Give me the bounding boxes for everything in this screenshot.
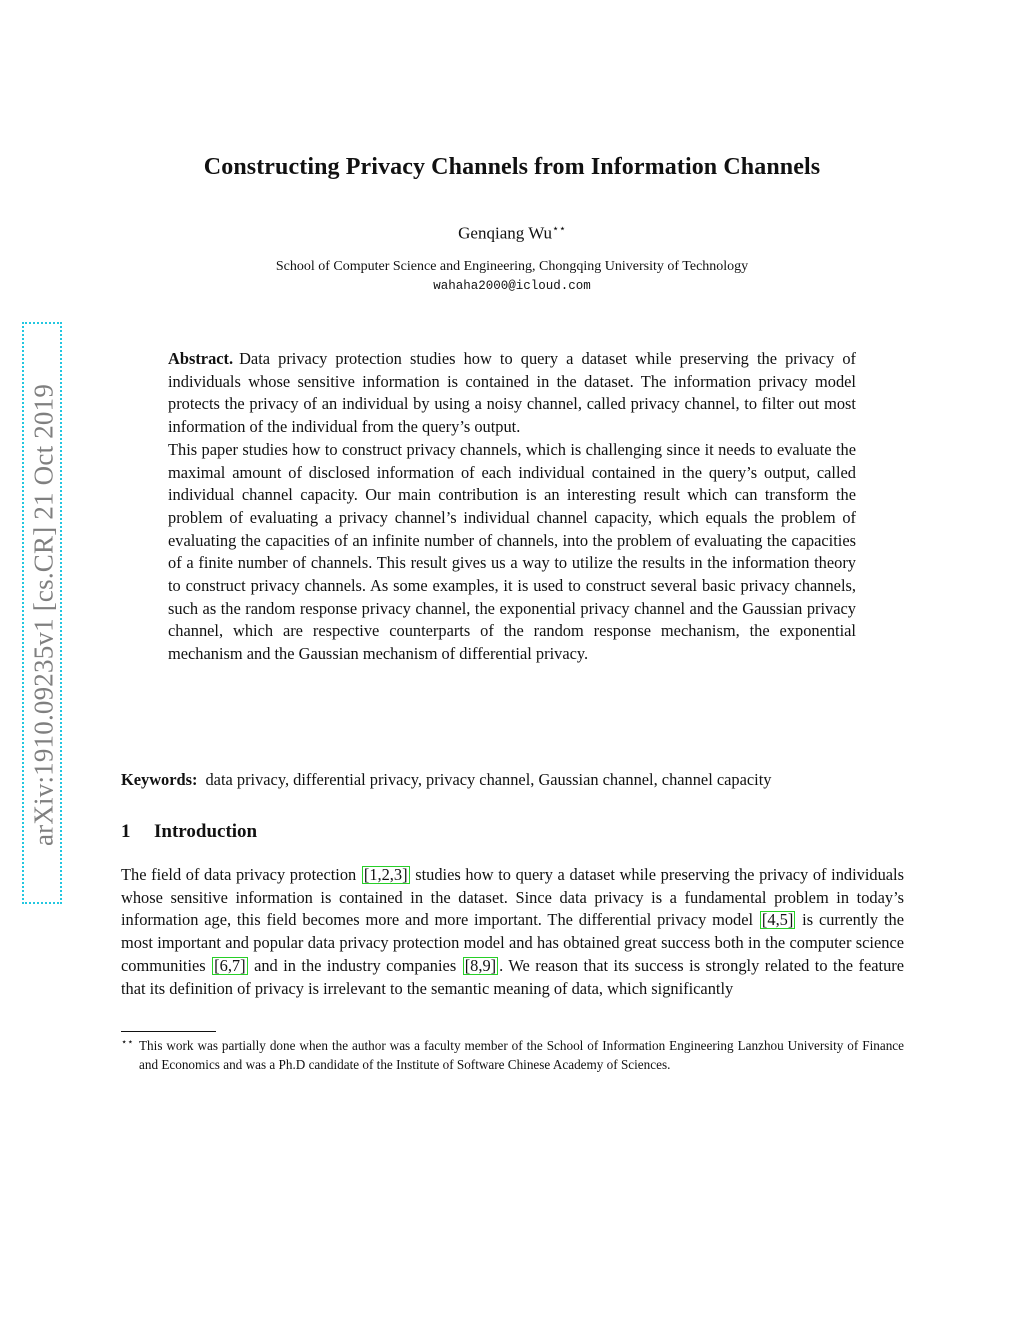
footnote-mark: ⋆⋆ bbox=[121, 1037, 134, 1048]
intro-text-1: The field of data privacy protection bbox=[121, 865, 357, 884]
footnote-divider bbox=[121, 1031, 216, 1032]
author-line bbox=[100, 222, 924, 244]
section-number: 1 bbox=[121, 821, 131, 842]
abstract-label: Abstract. bbox=[168, 349, 234, 368]
footnote-text: This work was partially done when the author was a faculty member of the School of Information Engineering Lanzhou University of Finance and Economics and was a Ph.D candidate of the Institute of Software Chinese Academy of Sciences. bbox=[139, 1038, 904, 1072]
intro-text-3: is currently the most important and popular data privacy protection model and has obtained great success both in the computer science communities bbox=[121, 910, 904, 975]
arxiv-side-stamp[interactable] bbox=[22, 322, 62, 904]
footnote bbox=[121, 1037, 904, 1074]
intro-text-5: . We reason that its success is strongly related to the feature that its definition of privacy is irrelevant to the semantic meaning of data, which significantly bbox=[121, 955, 904, 998]
citation-link[interactable]: [4,5] bbox=[761, 910, 794, 930]
author-affiliation: School of Computer Science and Engineering, Chongqing University of Technology bbox=[275, 259, 749, 274]
intro-text-4: and in the industry companies bbox=[254, 955, 457, 975]
section-heading-introduction bbox=[121, 821, 257, 843]
citation-link[interactable]: [8,9] bbox=[464, 955, 497, 975]
author-name: Genqiang Wu bbox=[458, 223, 553, 243]
abstract-paragraph-1 bbox=[168, 348, 856, 439]
arxiv-identifier[interactable]: arXiv:1910.09235v1 [cs.CR] 21 Oct 2019 bbox=[28, 383, 59, 847]
intro-text-2: studies how to query a dataset while preserving the privacy of individuals whose sensitive information is contained in the dataset. Since data privacy is a fundamental problem in today’s information age, this field becomes more and more important. The differential privacy model bbox=[121, 865, 904, 930]
abstract-text-1: Data privacy protection studies how to query a dataset while preserving the privacy of individuals whose sensitive information is contained in the dataset. The information privacy model protects the privacy of an individual by using a noisy channel, called privacy channel, to filter out most information of the individual from the query’s output. bbox=[168, 349, 856, 437]
abstract-paragraph-2: This paper studies how to construct privacy channels, which is challenging since it needs to evaluate the maximal amount of disclosed information of each individual contained in the query’s output, called individual channel capacity. Our main contribution is an interesting result which can transform the problem of evaluating a privacy channel’s individual channel capacity, which equals the problem of evaluating the capacities of an infinite number of channels, into the problem of evaluating the capacities of a finite number of channels. This result gives us a way to utilize the results in the information theory to construct privacy channels. As some examples, it is used to construct several basic privacy channels, such as the random response privacy channel, the exponential privacy channel and the Gaussian privacy channel, which are respective counterparts of the random response mechanism, the exponential mechanism and the Gaussian mechanism of differential privacy. bbox=[168, 439, 856, 664]
citation-link[interactable]: [1,2,3] bbox=[363, 865, 408, 884]
citation-link[interactable]: [6,7] bbox=[214, 955, 246, 975]
author-email[interactable]: wahaha2000@icloud.com bbox=[433, 279, 591, 293]
introduction-paragraph bbox=[121, 864, 904, 1000]
abstract bbox=[168, 348, 856, 666]
paper-title: Constructing Privacy Channels from Information Channels bbox=[203, 154, 821, 180]
keywords bbox=[121, 769, 911, 791]
keywords-text: data privacy, differential privacy, privacy channel, Gaussian channel, channel capacity bbox=[205, 770, 772, 789]
author-footnote-mark[interactable]: ⋆⋆ bbox=[552, 223, 566, 235]
section-title: Introduction bbox=[154, 821, 258, 842]
keywords-label: Keywords: bbox=[121, 770, 198, 789]
